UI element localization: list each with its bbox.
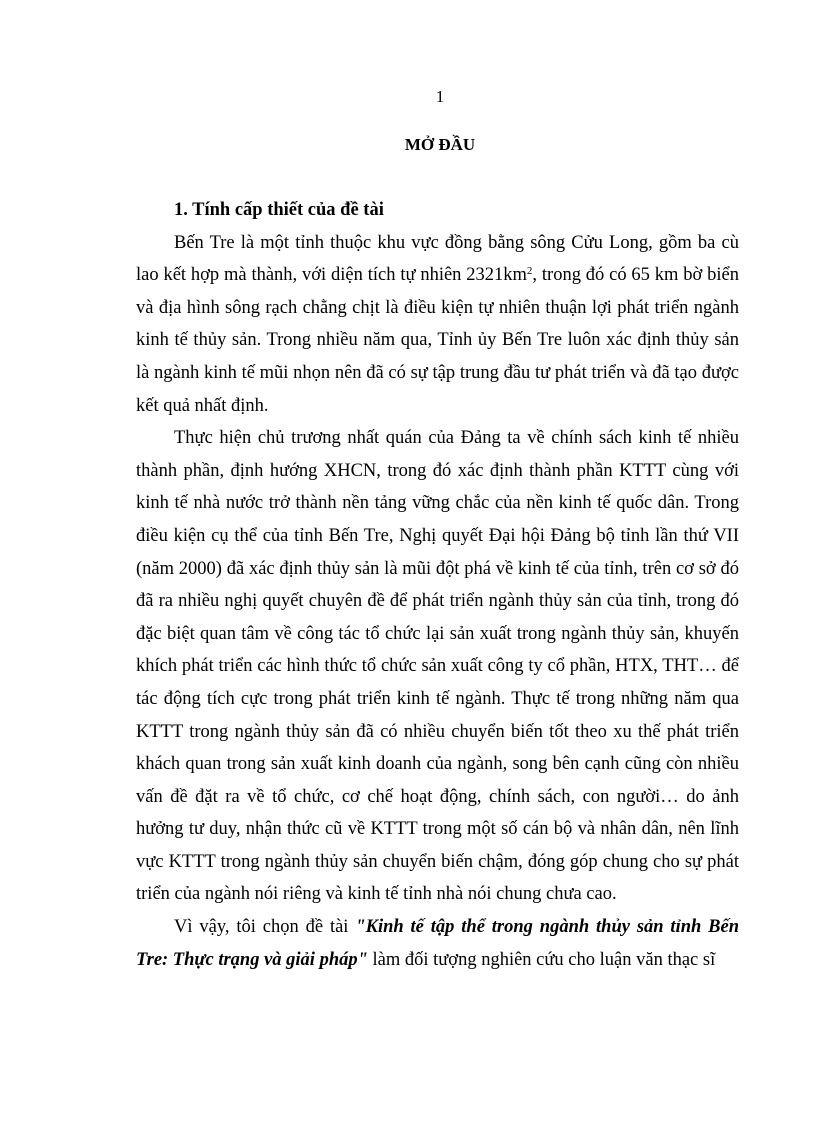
body-text xyxy=(136,194,739,976)
thesis-title: "Kinh tế tập thể trong ngành thủy sản tỉnh Bến Tre: Thực trạng và giải pháp" xyxy=(136,917,740,970)
paragraph-3-text-a: Vì vậy, tôi chọn đề tài xyxy=(174,917,356,938)
paragraph-1 xyxy=(136,227,739,423)
paragraph-3 xyxy=(136,911,739,976)
paragraph-2: Thực hiện chủ trương nhất quán của Đảng ta về chính sách kinh tế nhiều thành phần, định hướng XHCN, trong đó xác định thành phần KTTT cùng với kinh tế nhà nước trở thành nền tảng vững chắc của nền kinh tế quốc dân. Trong điều kiện cụ thể của tỉnh Bến Tre, Nghị quyết Đại hội Đảng bộ tỉnh lần thứ VII (năm 2000) đã xác định thủy sản là mũi đột phá về kinh tế của tỉnh, trên cơ sở đó đã ra nhiều nghị quyết chuyên đề để phát triển ngành thủy sản của tỉnh, trong đó đặc biệt quan tâm về công tác tổ chức lại sản xuất trong ngành thủy sản, khuyến khích phát triển các hình thức tổ chức sản xuất công ty cổ phần, HTX, THT… để tác động tích cực trong phát triển kinh tế ngành. Thực tế trong những năm qua KTTT trong ngành thủy sản đã có nhiều chuyển biến tốt theo xu thế phát triển khách quan trong sản xuất kinh doanh của ngành, song bên cạnh cũng còn nhiều vấn đề đặt ra về tổ chức, cơ chế hoạt động, chính sách, con người… do ảnh hưởng tư duy, nhận thức cũ về KTTT trong một số cán bộ và nhân dân, nên lĩnh vực KTTT trong ngành thủy sản chuyển biến chậm, đóng góp chung cho sự phát triển của ngành nói riêng và kinh tế tỉnh nhà nói chung chưa cao. xyxy=(136,428,739,905)
paragraph-3-text-b: làm đối tượng nghiên cứu cho luận văn thạc sĩ xyxy=(367,949,716,970)
paragraph-1-text-b: , trong đó có 65 km bờ biển và địa hình sông rạch chằng chịt là điều kiện tự nhiên thuận lợi phát triển ngành kinh tế thủy sản. Trong nhiều năm qua, Tỉnh ủy Bến Tre luôn xác định thủy sản là ngành kinh tế mũi nhọn nên đã có sự tập trung đầu tư phát triển và đã tạo được kết quả nhất định. xyxy=(136,265,739,416)
paragraph-1-text-a: Bến Tre là một tỉnh thuộc khu vực đồng bằng sông Cửu Long, gồm ba cù lao kết hợp mà thành, với diện tích tự nhiên 2321km xyxy=(136,232,739,286)
chapter-title: MỞ ĐẦU xyxy=(404,135,476,154)
superscript-squared: 2 xyxy=(526,265,533,278)
page-number: 1 xyxy=(435,87,445,106)
section-heading: 1. Tính cấp thiết của đề tài xyxy=(174,200,384,220)
